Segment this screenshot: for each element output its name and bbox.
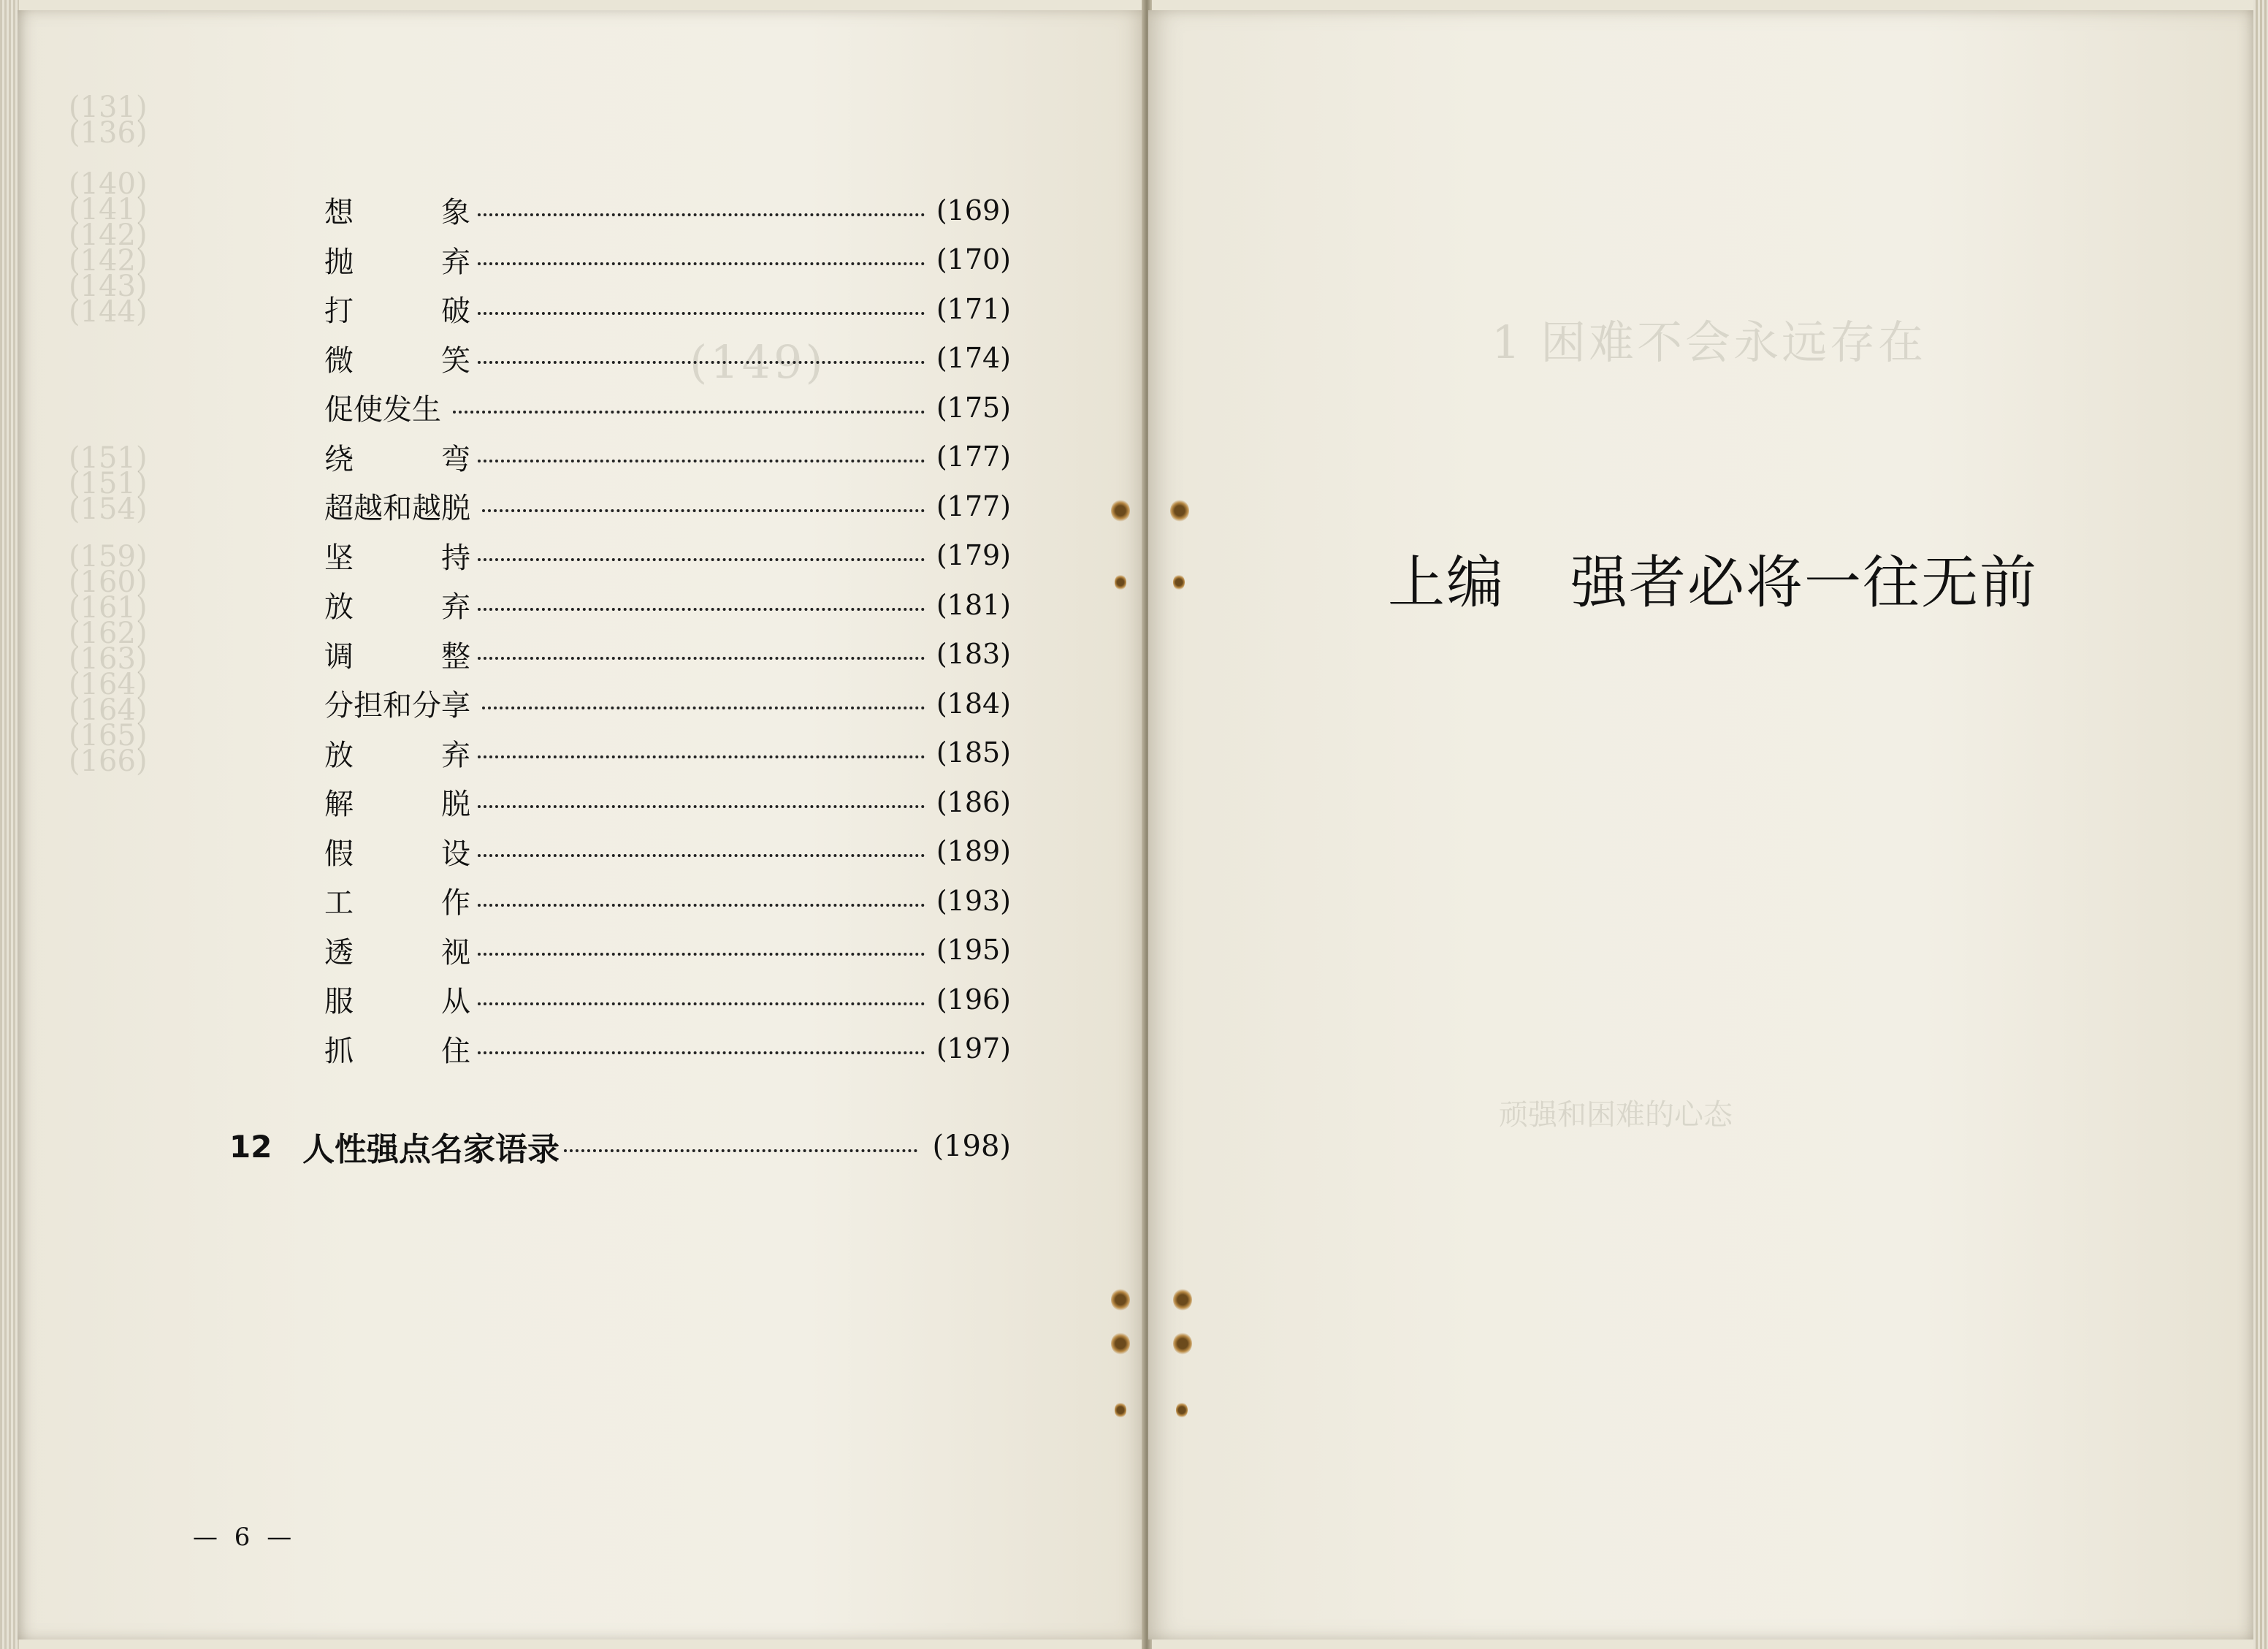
right-page: 1 困难不会永远存在 顽强和困难的心态: [1148, 10, 2255, 1640]
toc-entry-page-number: (184): [936, 687, 1011, 720]
part-title-heading: 强者必将一往无前: [1570, 550, 2039, 616]
chapter-number: 12: [229, 1128, 272, 1165]
toc-entry-title: [324, 929, 470, 971]
toc-entry-title-part: 想: [324, 196, 354, 230]
toc-entry-title: [324, 880, 470, 921]
toc-entry-page-number: (193): [936, 884, 1011, 917]
chapter-title: 人性强点名家语录: [302, 1131, 560, 1168]
dot-leader: [482, 509, 925, 512]
toc-entry-title-part: 抛: [324, 245, 354, 279]
toc-entry[interactable]: [324, 284, 1011, 334]
toc-entry-title: [324, 978, 470, 1020]
toc-entry-title-part: 弃: [441, 590, 470, 625]
left-page: (131) (136) (140) (141) (142) (142) (143) (144) (149) (151) (151) (154) (159) (160) (161) (162) (163) (164) (164) (165) (166) 想 象 (169) 抛 弃 (170) 打 破 (171) 微 笑 (174) 促使发生 (175) 绕 弯 (177) 超越和越脱 (177) 坚 持 (179) 放 弃 (181) 调 整 (183) 分担和分享 (184) 放 弃 (185) 解 脱 (186) 假 设 (189) 工 作 (193) 透 视 (195) 服 从 (196) 抓 住 (197) 12 人性强点名家语录 (198) — 6 —: [18, 10, 1146, 1640]
staple-hole: [1173, 1333, 1192, 1355]
toc-entry-page-number: (196): [936, 983, 1011, 1016]
staple-hole: [1176, 1402, 1188, 1418]
dot-leader: [478, 558, 925, 561]
chapter-entry[interactable]: [229, 1121, 1011, 1172]
toc-entry-page-number: (186): [936, 785, 1011, 818]
toc-entry-title-part: 作: [441, 886, 470, 921]
toc-entry-title-part: 象: [441, 196, 470, 230]
toc-entry-title: [324, 584, 470, 625]
dot-leader: [478, 312, 925, 315]
dot-leader: [482, 707, 925, 709]
toc-entry[interactable]: [324, 1024, 1011, 1074]
dot-leader: [478, 755, 925, 758]
toc-entry[interactable]: [324, 926, 1011, 975]
toc-entry-title: [324, 535, 470, 576]
dot-leader: [564, 1149, 917, 1152]
dot-leader: [478, 1051, 925, 1054]
toc-entry-title-part: 弃: [441, 738, 470, 772]
toc-entry-title-part: 弃: [441, 245, 470, 279]
dot-leader: [478, 460, 925, 462]
toc-entry-title: [324, 633, 470, 675]
staple-hole: [1115, 574, 1126, 590]
toc-entry[interactable]: [324, 827, 1011, 877]
toc-entry[interactable]: [324, 531, 1011, 581]
toc-entry-title: [324, 288, 470, 330]
toc-entry-page-number: (189): [936, 835, 1011, 868]
toc-entry-title: [324, 682, 475, 724]
dot-leader: [478, 361, 925, 364]
toc-entry-title-part: 脱: [441, 788, 470, 822]
toc-entry-title-part: 工: [324, 886, 354, 921]
toc-entry-title-part: 设: [441, 837, 470, 871]
toc-entry-title: [324, 436, 470, 478]
toc-entry[interactable]: [324, 481, 1011, 531]
toc-entry[interactable]: [324, 679, 1011, 728]
page-number: — 6 —: [193, 1523, 297, 1552]
toc-entry-title: [324, 781, 470, 823]
toc-entry-title-part: 笑: [441, 343, 470, 378]
toc-entry-title: [324, 732, 470, 774]
toc-entry-page-number: (195): [936, 934, 1011, 967]
toc-entry[interactable]: [324, 334, 1011, 384]
toc-entry-title-part: 放: [324, 590, 354, 625]
staple-hole: [1173, 1289, 1192, 1311]
staple-hole: [1115, 1402, 1126, 1418]
toc-entry[interactable]: [324, 728, 1011, 778]
dot-leader: [478, 1002, 925, 1005]
toc-entry-title: [324, 386, 446, 428]
toc-entry-title-part: 破: [441, 294, 470, 329]
toc-entry-page-number: (169): [936, 194, 1011, 226]
toc-entry-page-number: (197): [936, 1032, 1011, 1065]
staple-hole: [1111, 1289, 1130, 1311]
toc-entry[interactable]: [324, 975, 1011, 1024]
toc-entry-page-number: (185): [936, 736, 1011, 769]
toc-entry-page-number: (177): [936, 441, 1011, 473]
toc-entry[interactable]: [324, 433, 1011, 482]
toc-entry-title-part: 整: [441, 639, 470, 674]
toc-entry-title-part: 微: [324, 343, 354, 378]
toc-entry-title-part: 透: [324, 935, 354, 970]
toc-entry[interactable]: [324, 383, 1011, 433]
part-title: [1388, 537, 2038, 619]
toc-entry-title-part: 服: [324, 985, 354, 1019]
toc-entry[interactable]: [324, 630, 1011, 679]
toc-entry-title-part: 弯: [441, 442, 470, 476]
toc-entry-page-number: (170): [936, 243, 1011, 276]
toc-entry[interactable]: [324, 876, 1011, 926]
dot-leader: [478, 904, 925, 907]
toc-entry-page-number: (179): [936, 539, 1011, 572]
toc-entry[interactable]: [324, 235, 1011, 285]
toc-entry-title-part: 视: [441, 935, 470, 970]
toc-entry-title-part: 抓: [324, 1034, 354, 1068]
dot-leader: [478, 805, 925, 808]
toc-entry-title-part: 促使发生: [324, 393, 441, 427]
toc-entry-title: [324, 239, 470, 281]
toc-entry-title-part: 持: [441, 541, 470, 575]
toc-entry-page-number: (175): [936, 391, 1011, 424]
dot-leader: [478, 608, 925, 611]
toc-entry[interactable]: [324, 777, 1011, 827]
toc-entry-page-number: (171): [936, 292, 1011, 325]
toc-entry-title-part: 调: [324, 639, 354, 674]
staple-hole: [1173, 574, 1185, 590]
toc-entry-title: [324, 338, 470, 379]
toc-entry-title-part: 绕: [324, 442, 354, 476]
page-stack-edge-right: [2253, 0, 2268, 1649]
chapter-page-number: (198): [932, 1130, 1011, 1163]
dot-leader: [453, 411, 925, 414]
toc-entry-title: [324, 485, 475, 527]
page-stack-edge-left: [0, 0, 19, 1649]
table-of-contents: [324, 186, 1011, 1073]
toc-entry-title: [324, 189, 470, 231]
dot-leader: [478, 213, 925, 216]
toc-entry-title-part: 住: [441, 1034, 470, 1068]
toc-entry-page-number: (174): [936, 342, 1011, 375]
toc-entry-title-part: 超越和越脱: [324, 492, 470, 526]
part-title-label: 上编: [1388, 550, 1505, 616]
toc-entry-title-part: 坚: [324, 541, 354, 575]
toc-entry-title-part: 从: [441, 985, 470, 1019]
staple-hole: [1111, 1333, 1130, 1355]
toc-entry[interactable]: [324, 186, 1011, 235]
toc-entry-title-part: 假: [324, 837, 354, 871]
staple-hole: [1111, 500, 1130, 522]
toc-entry-title-part: 解: [324, 788, 354, 822]
toc-entry-title-part: 分担和分享: [324, 689, 470, 723]
toc-entry[interactable]: [324, 580, 1011, 630]
toc-entry-page-number: (177): [936, 490, 1011, 522]
dot-leader: [478, 657, 925, 660]
toc-entry-page-number: (183): [936, 638, 1011, 671]
toc-entry-title: [324, 1028, 470, 1070]
dot-leader: [478, 262, 925, 265]
staple-hole: [1170, 500, 1189, 522]
toc-entry-title: [324, 831, 470, 872]
toc-entry-page-number: (181): [936, 588, 1011, 621]
dot-leader: [478, 854, 925, 857]
dot-leader: [478, 953, 925, 956]
toc-entry-title-part: 打: [324, 294, 354, 329]
toc-entry-title-part: 放: [324, 738, 354, 772]
